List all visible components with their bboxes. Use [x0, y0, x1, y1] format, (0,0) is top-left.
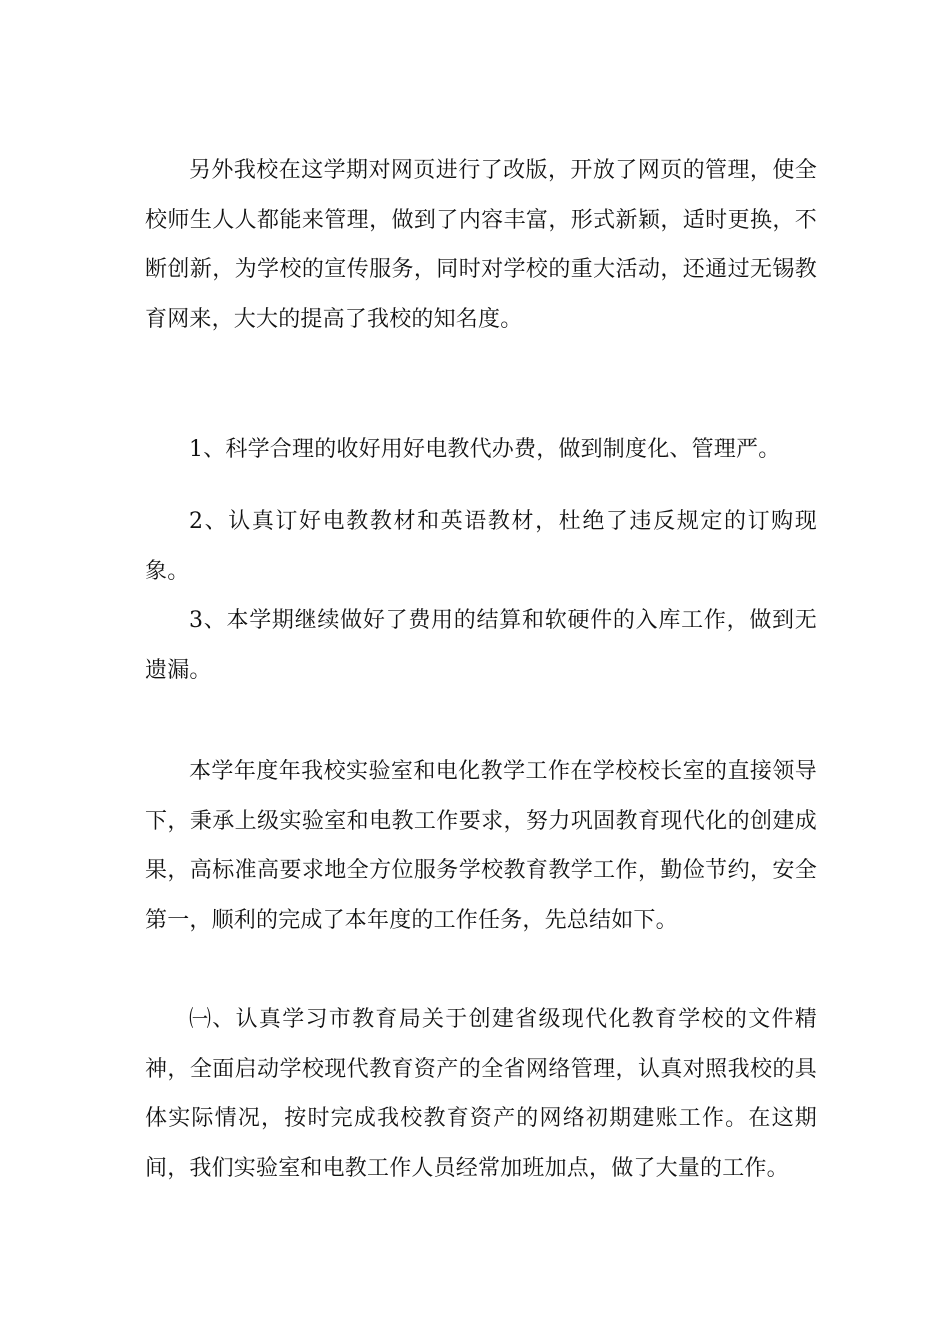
paragraph-annual-summary: 本学年度年我校实验室和电化教学工作在学校校长室的直接领导下，秉承上级实验室和电教工作要求，努力巩固教育现代化的创建成果，高标准高要求地全方位服务学校教育教学工作，勤俭节约，安全第一，顺利的完成了本年度的工作任务，先总结如下。: [145, 759, 817, 933]
paragraph-item-1: 1、科学合理的收好用好电教代办费，做到制度化、管理严。: [189, 437, 781, 462]
paragraph-item-2: 2、认真订好电教教材和英语教材，杜绝了违反规定的订购现象。: [145, 509, 817, 584]
paragraph-item-3: 3、本学期继续做好了费用的结算和软硬件的入库工作，做到无遗漏。: [145, 608, 817, 683]
paragraph-section-one: ㈠、认真学习市教育局关于创建省级现代化教育学校的文件精神，全面启动学校现代教育资产的全省网络管理，认真对照我校的具体实际情况，按时完成我校教育资产的网络初期建账工作。在这期间，我们实验室和电教工作人员经常加班加点，做了大量的工作。: [145, 1007, 817, 1181]
paragraph-website-revision: 另外我校在这学期对网页进行了改版，开放了网页的管理，使全校师生人人都能来管理，做到了内容丰富，形式新颖，适时更换，不断创新，为学校的宣传服务，同时对学校的重大活动，还通过无锡教育网来，大大的提高了我校的知名度。: [145, 158, 817, 332]
